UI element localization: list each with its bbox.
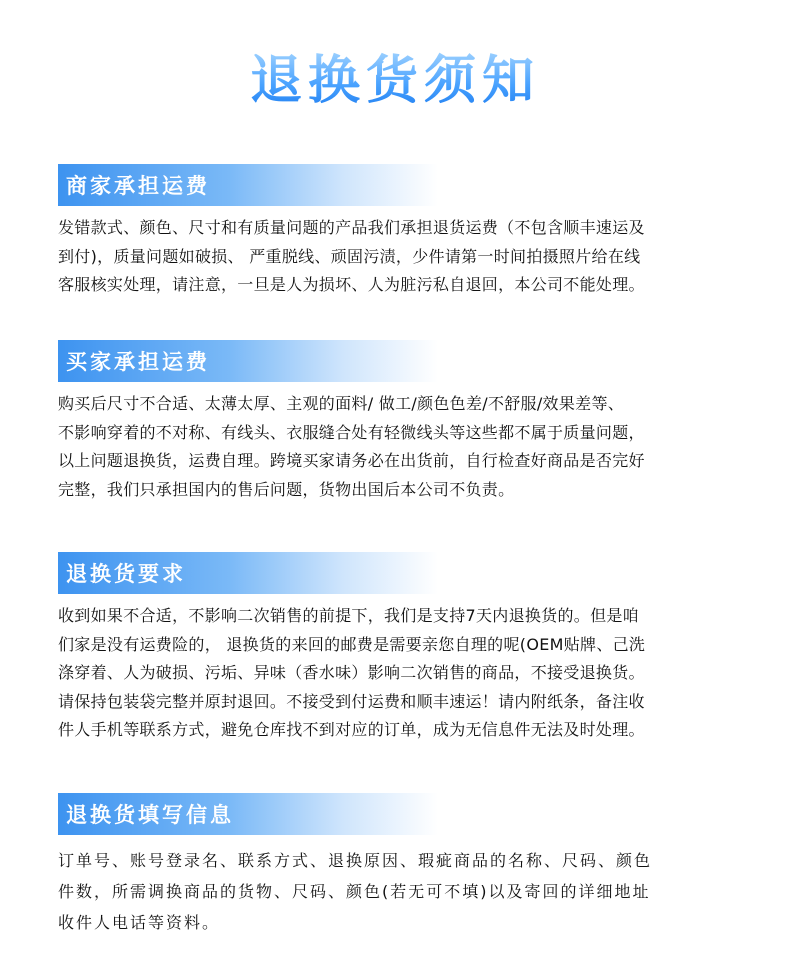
section-header bbox=[58, 340, 438, 382]
section-body bbox=[58, 390, 748, 504]
body-line: 到付)，质量问题如破损、 严重脱线、顽固污渍，少件请第一时间拍摄照片给在线 bbox=[58, 246, 641, 266]
body-line: 请保持包装袋完整并原封退回。不接受到付运费和顺丰速运！请内附纸条，备注收 bbox=[58, 691, 645, 711]
section-header bbox=[58, 552, 438, 594]
body-line: 件数，所需调换商品的货物、尺码、颜色(若无可不填)以及寄回的详细地址 bbox=[58, 882, 651, 901]
body-line: 不影响穿着的不对称、有线头、衣服缝合处有轻微线头等这些都不属于质量问题， bbox=[58, 422, 645, 442]
body-line: 件人手机等联系方式，避免仓库找不到对应的订单，成为无信息件无法及时处理。 bbox=[58, 720, 645, 739]
page-title: 退换货须知 bbox=[0, 50, 790, 112]
body-line: 订单号、账号登录名、联系方式、退换原因、瑕疵商品的名称、尺码、颜色 bbox=[58, 851, 653, 870]
body-line: 发错款式、颜色、尺寸和有质量问题的产品我们承担退货运费（不包含顺丰速运及 bbox=[58, 218, 645, 237]
section-buyer-shipping bbox=[58, 340, 748, 504]
body-line: 收件人电话等资料。 bbox=[58, 913, 221, 932]
section-return-requirements bbox=[58, 552, 748, 745]
body-line: 涤穿着、人为破损、污垢、异味（香水味）影响二次销售的商品，不接受退换货。 bbox=[58, 663, 645, 682]
body-line: 以上问题退换货，运费自理。跨境买家请务必在出货前，自行检查好商品是否完好 bbox=[58, 451, 645, 470]
section-return-info bbox=[58, 793, 748, 938]
body-line: 完整，我们只承担国内的售后问题，货物出国后本公司不负责。 bbox=[58, 479, 515, 499]
section-title: 退换货填写信息 bbox=[66, 803, 234, 827]
body-line: 购买后尺寸不合适、太薄太厚、主观的面料/ 做工/颜色色差/不舒服/效果差等、 bbox=[58, 394, 625, 413]
section-header bbox=[58, 793, 438, 835]
section-merchant-shipping bbox=[58, 164, 748, 300]
section-title: 买家承担运费 bbox=[66, 350, 210, 374]
section-body bbox=[58, 214, 748, 300]
body-line: 收到如果不合适，不影响二次销售的前提下，我们是支持7天内退换货的。但是咱 bbox=[58, 606, 639, 625]
section-body bbox=[58, 602, 748, 745]
section-header bbox=[58, 164, 438, 206]
section-title: 退换货要求 bbox=[66, 562, 186, 586]
body-line: 客服核实处理，请注意，一旦是人为损坏、人为脏污私自退回，本公司不能处理。 bbox=[58, 275, 645, 294]
section-body bbox=[58, 845, 748, 938]
body-line: 们家是没有运费险的， 退换货的来回的邮费是需要亲您自理的呢(OEM贴牌、己洗 bbox=[58, 634, 646, 654]
section-title: 商家承担运费 bbox=[66, 174, 210, 198]
